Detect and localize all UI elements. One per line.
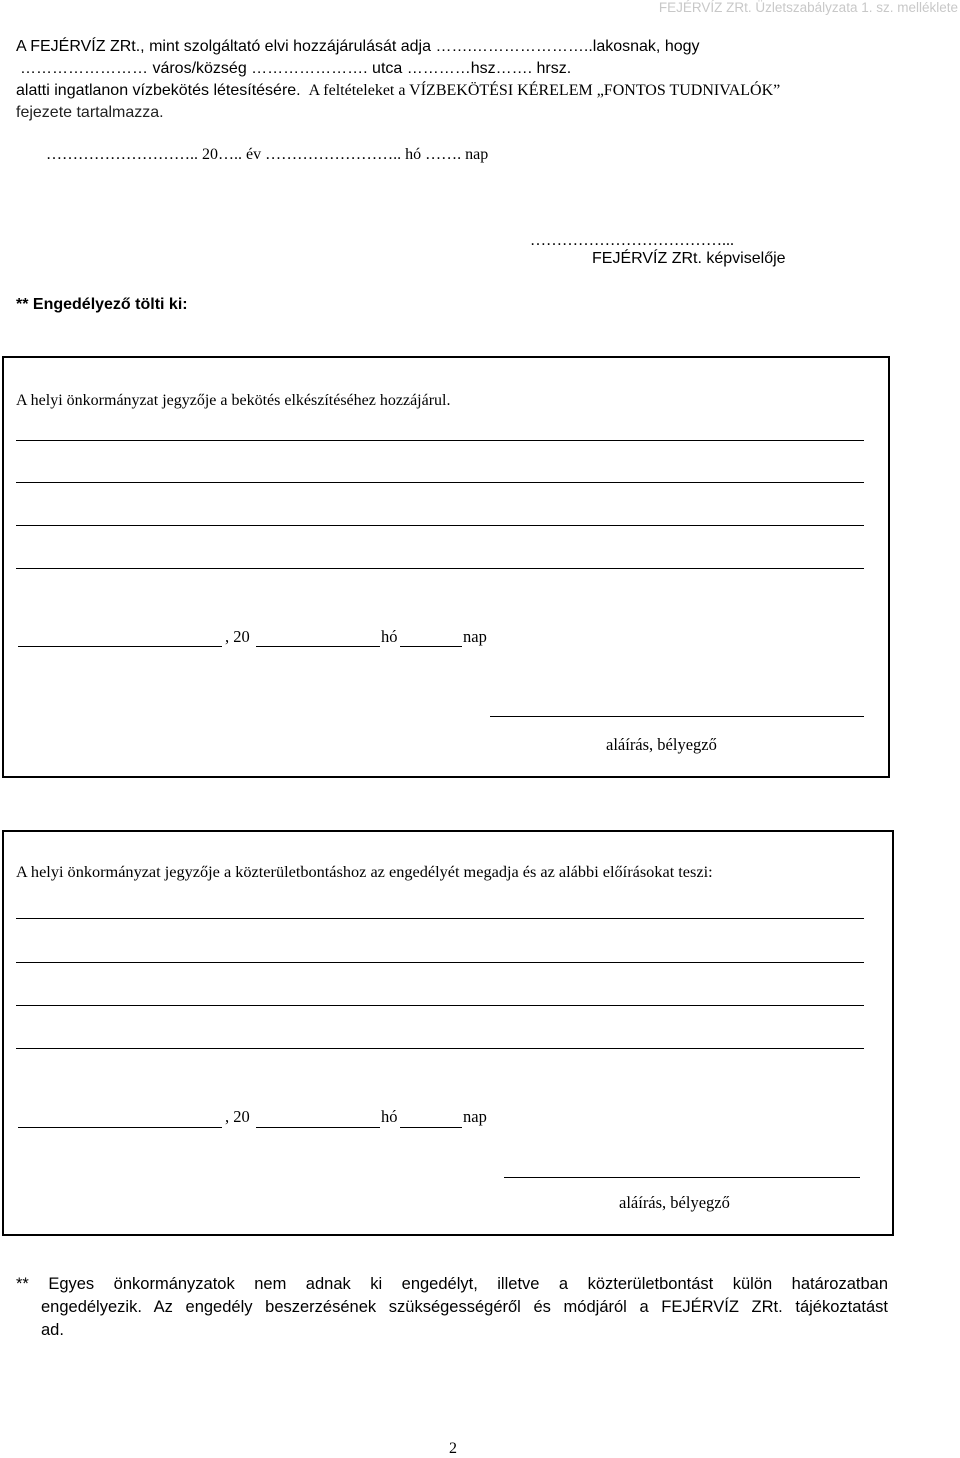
consent-line-3b: A feltételeket a VÍZBEKÖTÉSI KÉRELEM „FONTOS TUDNIVALÓK” — [308, 82, 781, 99]
box1-fill-line-2[interactable] — [16, 482, 864, 483]
company-name: A FEJÉRVÍZ ZRt — [16, 38, 136, 55]
box2-place-blank[interactable] — [18, 1127, 222, 1128]
box2-date-year: , 20 — [225, 1107, 250, 1126]
box1-date-month: hó — [381, 627, 398, 646]
consent-line-1-text: ., mint szolgáltató elvi hozzájárulását adja …….…………………..lakosnak, hogy — [135, 38, 700, 55]
road-opening-statement: A helyi önkormányzat jegyzője a közterületbontáshoz az engedélyét megadja és az alábbi előírásokat teszi: — [16, 862, 713, 881]
footnote-line-1: ** Egyes önkormányzatok nem adnak ki engedélyt, illetve a közterületbontást külön határozatban — [16, 1275, 888, 1293]
footnote-line-3: ad. — [41, 1321, 64, 1339]
box2-fill-line-2[interactable] — [16, 962, 864, 963]
page-number: 2 — [449, 1440, 457, 1457]
box1-date-day: nap — [463, 627, 487, 646]
connection-approval-statement: A helyi önkormányzat jegyzője a bekötés elkészítéséhez hozzájárul. — [16, 392, 451, 409]
box1-fill-line-1[interactable] — [16, 440, 864, 441]
consent-line-2: …………………… város/község …………………. utca …………hsz……. hrsz. — [20, 60, 572, 77]
consent-line-3 — [16, 80, 780, 102]
box2-fill-line-1[interactable] — [16, 918, 864, 919]
footnote-line-2: engedélyezik. Az engedély beszerzésének szükségességéről és módjáról a FEJÉRVÍZ ZRt. tájékoztatást — [41, 1298, 888, 1316]
box2-fill-line-3[interactable] — [16, 1005, 864, 1006]
connection-approval-box — [2, 356, 890, 778]
box2-fill-line-4[interactable] — [16, 1048, 864, 1049]
box2-signature-label: aláírás, bélyegző — [619, 1193, 730, 1212]
signature-dots: ………………………………... — [530, 232, 734, 249]
box1-fill-line-3[interactable] — [16, 525, 864, 526]
box1-date-year: , 20 — [225, 627, 250, 646]
box2-year-blank[interactable] — [256, 1127, 380, 1128]
box2-signature-line[interactable] — [504, 1177, 860, 1178]
consent-line-4: fejezete tartalmazza. — [16, 104, 164, 121]
consent-line-1 — [16, 36, 880, 58]
box2-date-day: nap — [463, 1107, 487, 1126]
box1-month-blank[interactable] — [400, 646, 462, 647]
consent-date-line: ……………………….. 20….. év …………………….. hó ……. nap — [46, 146, 489, 163]
box1-place-blank[interactable] — [18, 646, 222, 647]
box1-year-blank[interactable] — [256, 646, 380, 647]
box2-date-month: hó — [381, 1107, 398, 1126]
box1-fill-line-4[interactable] — [16, 568, 864, 569]
representative-label: FEJÉRVÍZ ZRt. képviselője — [592, 250, 786, 267]
box1-signature-label: aláírás, bélyegző — [606, 735, 717, 754]
box1-signature-line[interactable] — [490, 716, 864, 717]
document-header: FEJÉRVÍZ ZRt. Üzletszabályzata 1. sz. melléklete — [658, 0, 958, 15]
road-opening-permit-box — [2, 830, 894, 1236]
consent-line-3a: alatti ingatlanon vízbekötés létesítésére. — [16, 82, 301, 99]
approver-heading: ** Engedélyező tölti ki: — [16, 296, 188, 313]
box2-month-blank[interactable] — [400, 1127, 462, 1128]
